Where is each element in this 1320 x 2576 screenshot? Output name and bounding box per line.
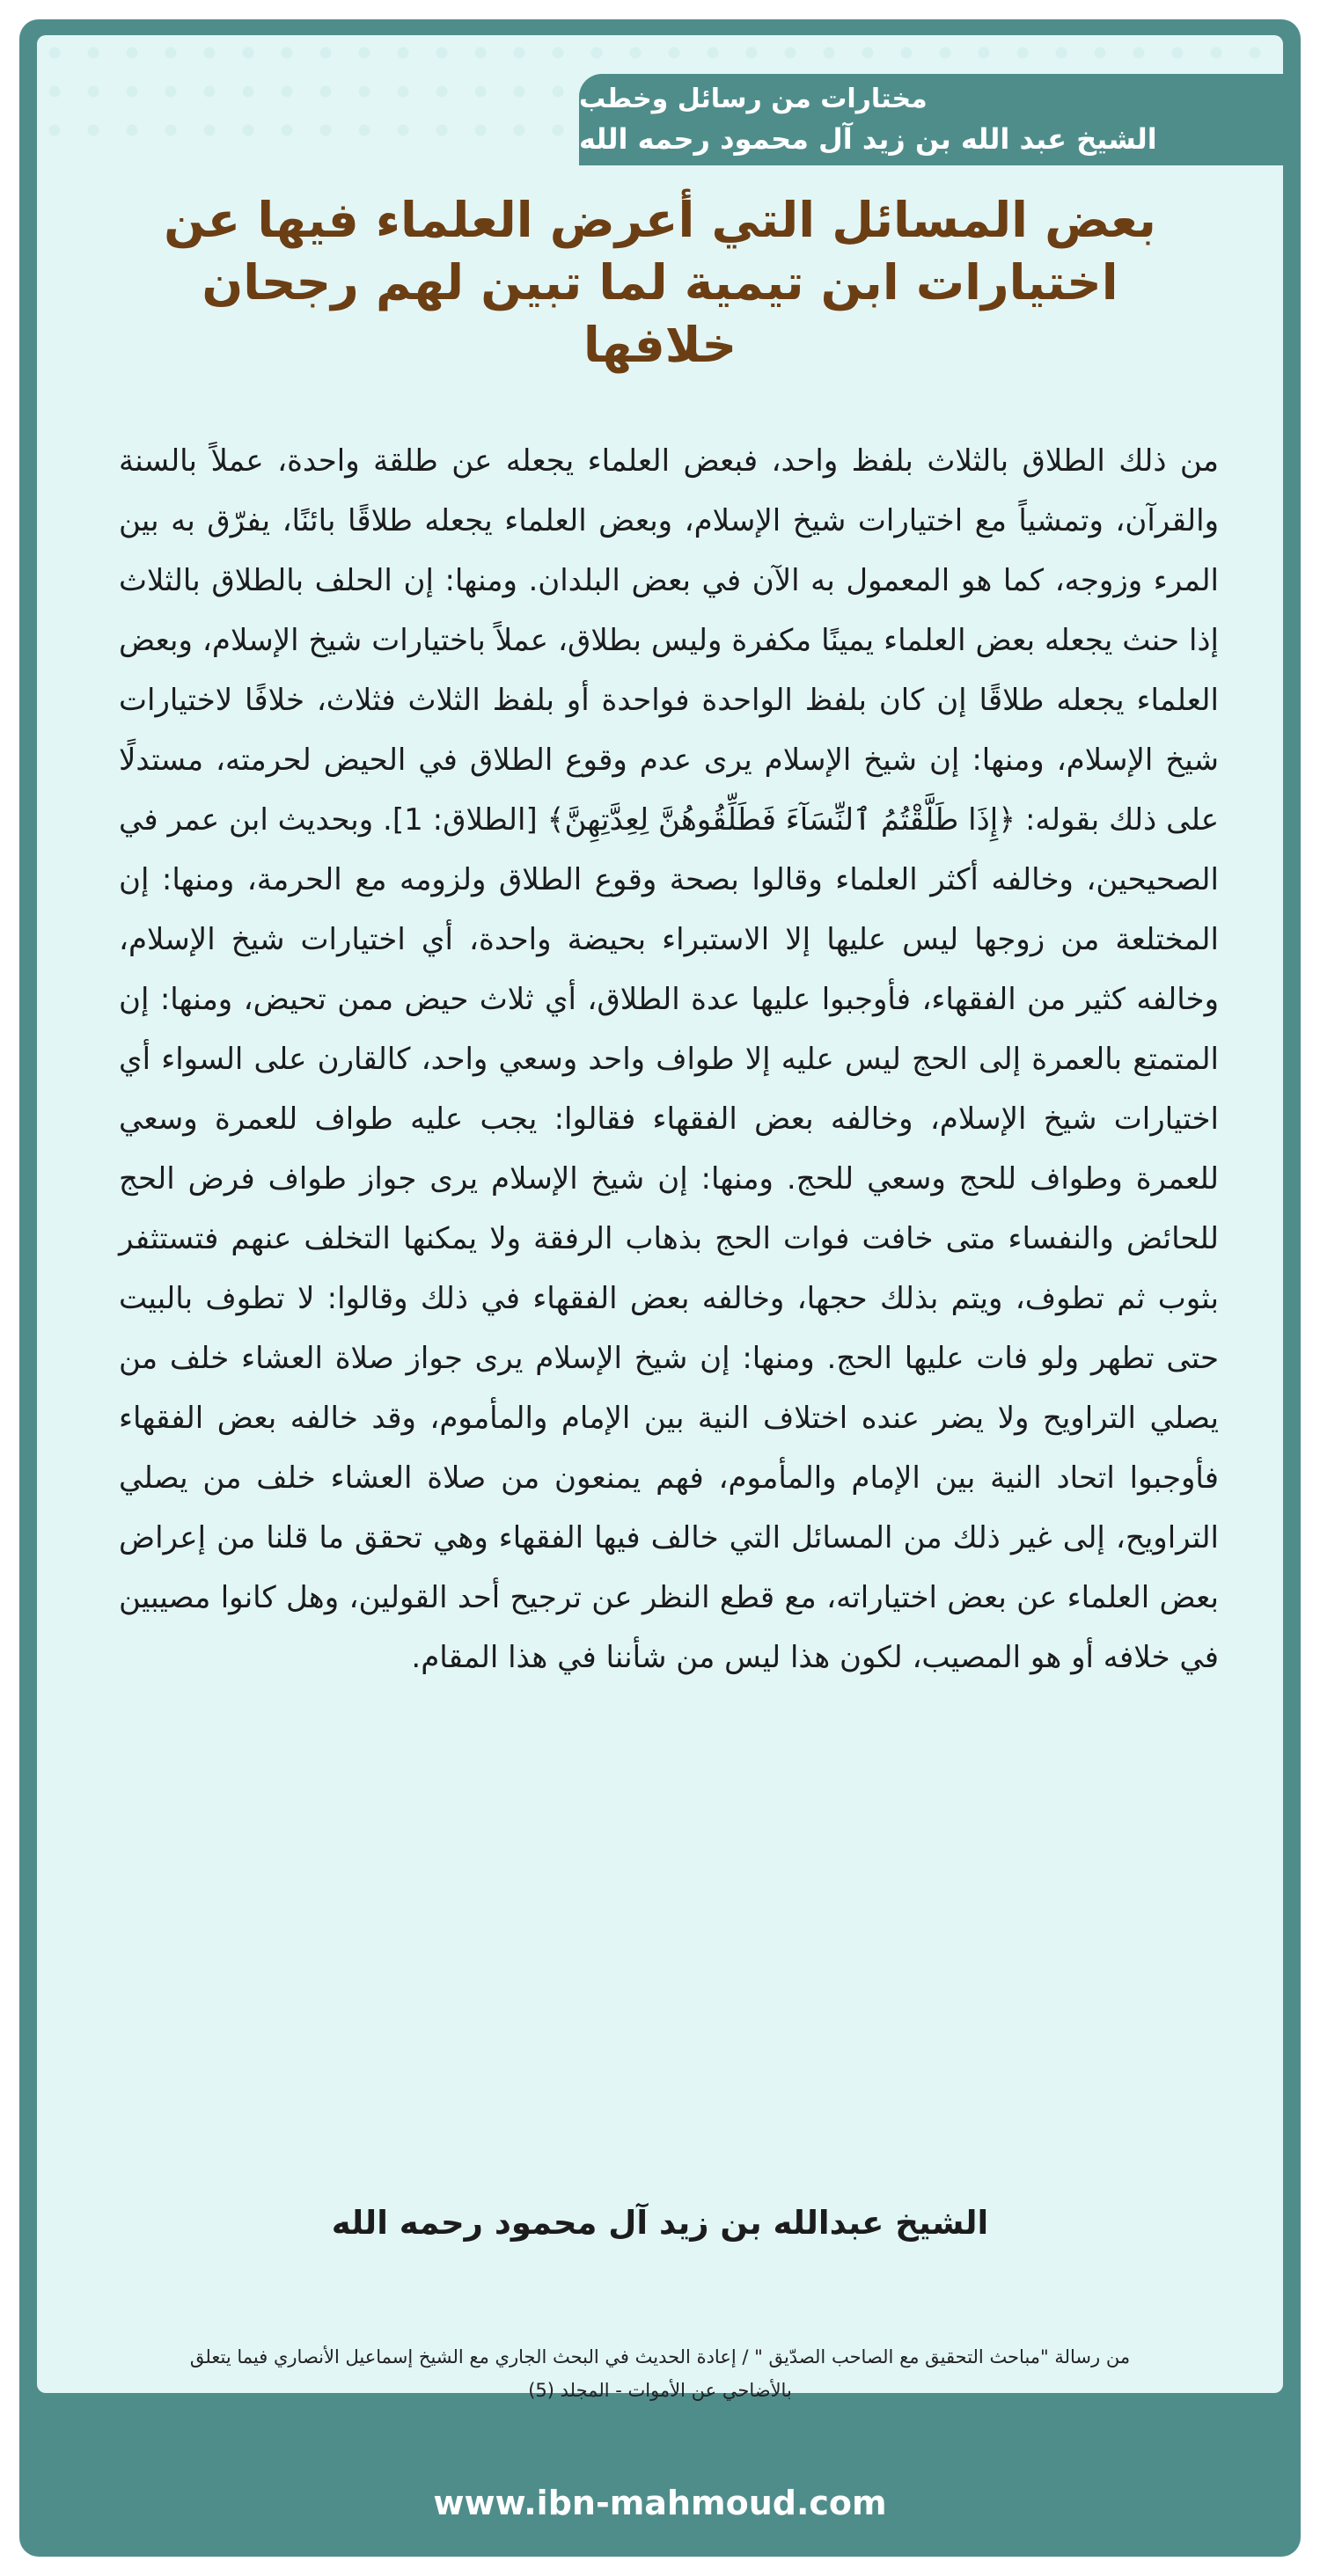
source-line-2: بالأضاحي عن الأموات - المجلد (5) — [528, 2380, 792, 2401]
article-title: بعض المسائل التي أعرض العلماء فيها عن اختيارات ابن تيمية لما تبين لهم رجحان خلافها — [164, 192, 1156, 373]
series-author: الشيخ عبد الله بن زيد آل محمود رحمه الله — [579, 122, 1157, 156]
series-title: مختارات من رسائل وخطب — [579, 84, 928, 114]
source-line-1: من رسالة "مباحث التحقيق مع الصاحب الصدّيق " / إعادة الحديث في البحث الجاري مع الشيخ إسماعيل الأنصاري فيما يتعلق — [189, 2346, 1131, 2367]
source-citation — [88, 2340, 1232, 2407]
website-link[interactable]: www.ibn-mahmoud.com — [433, 2484, 887, 2522]
article-body: من ذلك الطلاق بالثلاث بلفظ واحد، فبعض العلماء يجعله عن طلقة واحدة، عملاً بالسنة والقرآن، وتمشياً مع اختيارات شيخ الإسلام، وبعض العلماء يجعله طلاقًا بائنًا، يفرّق به بين المرء وزوجه، كما هو المعمول به الآن في بعض البلدان. ومنها: إن الحلف بالطلاق بالثلاث إذا حنث يجعله بعض العلماء يمينًا مكفرة وليس بطلاق، عملاً باختيارات شيخ الإسلام، وبعض العلماء يجعله طلاقًا إن كان بلفظ الواحدة فواحدة أو بلفظ الثلاث فثلاث، خلافًا لاختيارات شيخ الإسلام، ومنها: إن شيخ الإسلام يرى عدم وقوع الطلاق في الحيض لحرمته، مستدلًا على ذلك بقوله: ﴿إِذَا طَلَّقْتُمُ ٱلنِّسَآءَ فَطَلِّقُوهُنَّ لِعِدَّتِهِنَّ﴾ [الطلاق: 1]. وبحديث ابن عمر في الصحيحين، وخالفه أكثر العلماء وقالوا بصحة وقوع الطلاق ولزومه مع الحرمة، ومنها: إن المختلعة من زوجها ليس عليها إلا الاستبراء بحيضة واحدة، أي اختيارات شيخ الإسلام، وخالفه كثير من الفقهاء، فأوجبوا عليها عدة الطلاق، أي ثلاث حيض ممن تحيض، ومنها: إن المتمتع بالعمرة إلى الحج ليس عليه إلا طواف واحد وسعي واحد، كالقارن على السواء أي اختيارات شيخ الإسلام، وخالفه بعض الفقهاء فقالوا: يجب عليه طواف للعمرة وسعي للعمرة وطواف للحج وسعي للحج. ومنها: إن شيخ الإسلام يرى جواز طواف فرض الحج للحائض والنفساء متى خافت فوات الحج بذهاب الرفقة ولا يمكنها التخلف عنهم فتستثفر بثوب ثم تطوف، ويتم بذلك حجها، وخالفه بعض الفقهاء في ذلك وقالوا: لا تطوف بالبيت حتى تطهر ولو فات عليها الحج. ومنها: إن شيخ الإسلام يرى جواز صلاة العشاء خلف من يصلي التراويح ولا يضر عنده اختلاف النية بين الإمام والمأموم، وقد خالفه بعض الفقهاء فأوجبوا اتحاد النية بين الإمام والمأموم، فهم يمنعون من صلاة العشاء خلف من يصلي التراويح، إلى غير ذلك من المسائل التي خالف فيها الفقهاء وهي تحقق ما قلنا من إعراض بعض العلماء عن بعض اختياراته، مع قطع النظر عن ترجيح أحد القولين، وهل كانوا مصيبين في خلافه أو هو المصيب، لكون هذا ليس من شأننا في هذا المقام. — [119, 443, 1219, 1675]
signature: الشيخ عبدالله بن زيد آل محمود رحمه الله — [331, 2204, 989, 2242]
series-banner — [579, 74, 1283, 165]
